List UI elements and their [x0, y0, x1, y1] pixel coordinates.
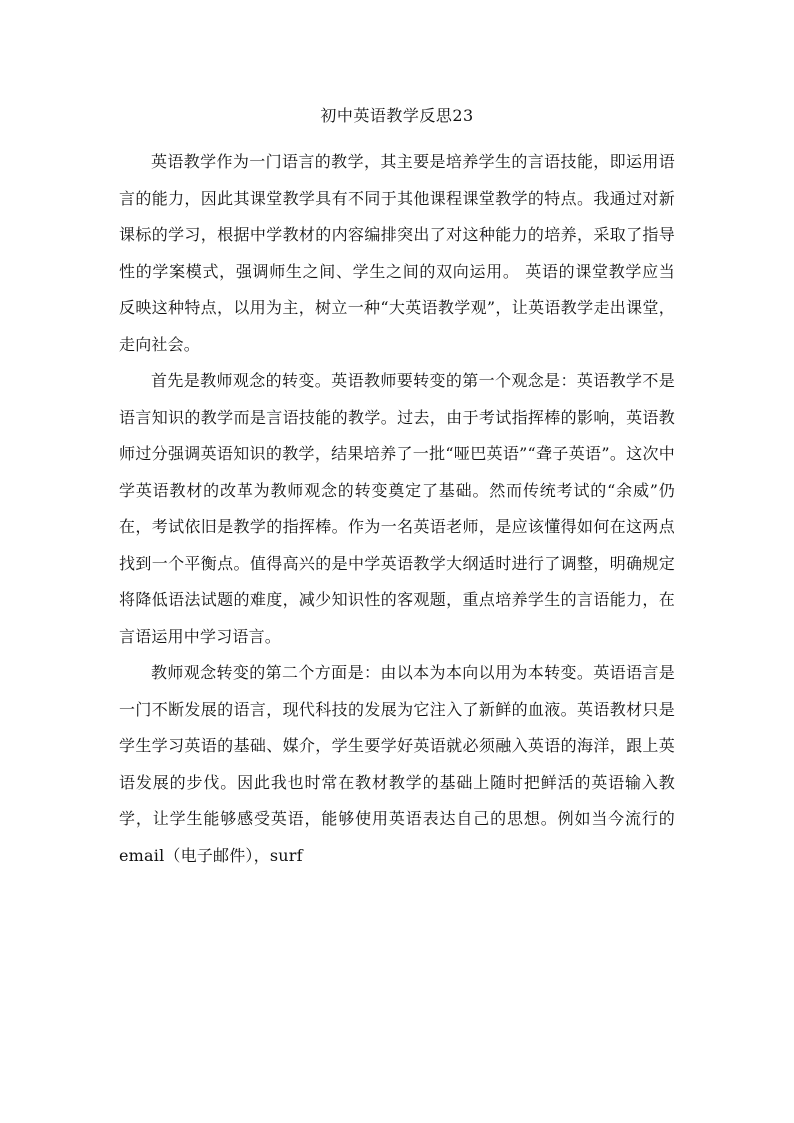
paragraph: 首先是教师观念的转变。英语教师要转变的第一个观念是：英语教学不是语言知识的教学而是言语技能的教学。过去，由于考试指挥棒的影响，英语教师过分强调英语知识的教学，结果培养了一批“哑巴英语”“聋子英语”。这次中学英语教材的改革为教师观念的转变奠定了基础。然而传统考试的“余威”仍在，考试依旧是教学的指挥棒。作为一名英语老师，是应该懂得如何在这两点找到一个平衡点。值得高兴的是中学英语教学大纲适时进行了调整，明确规定将降低语法试题的难度，减少知识性的客观题，重点培养学生的言语能力，在言语运用中学习语言。: [119, 371, 675, 646]
document-body: [119, 144, 675, 874]
paragraph: 教师观念转变的第二个方面是：由以本为本向以用为本转变。英语语言是一门不断发展的语言，现代科技的发展为它注入了新鲜的血液。英语教材只是学生学习英语的基础、媒介，学生要学好英语就必须融入英语的海洋，跟上英语发展的步伐。因此我也时常在教材教学的基础上随时把鲜活的英语输入教学，让学生能够感受英语，能够使用英语表达自己的思想。例如当今流行的email（电子邮件），surf: [119, 663, 675, 865]
document-title: 初中英语教学反思23: [320, 106, 474, 125]
paragraph: 英语教学作为一门语言的教学，其主要是培养学生的言语技能，即运用语言的能力，因此其课堂教学具有不同于其他课程课堂教学的特点。我通过对新课标的学习，根据中学教材的内容编排突出了对这种能力的培养，采取了指导性的学案模式，强调师生之间、学生之间的双向运用。 英语的课堂教学应当反映这种特点，以用为主，树立一种“大英语教学观”，让英语教学走出课堂，走向社会。: [119, 152, 675, 354]
